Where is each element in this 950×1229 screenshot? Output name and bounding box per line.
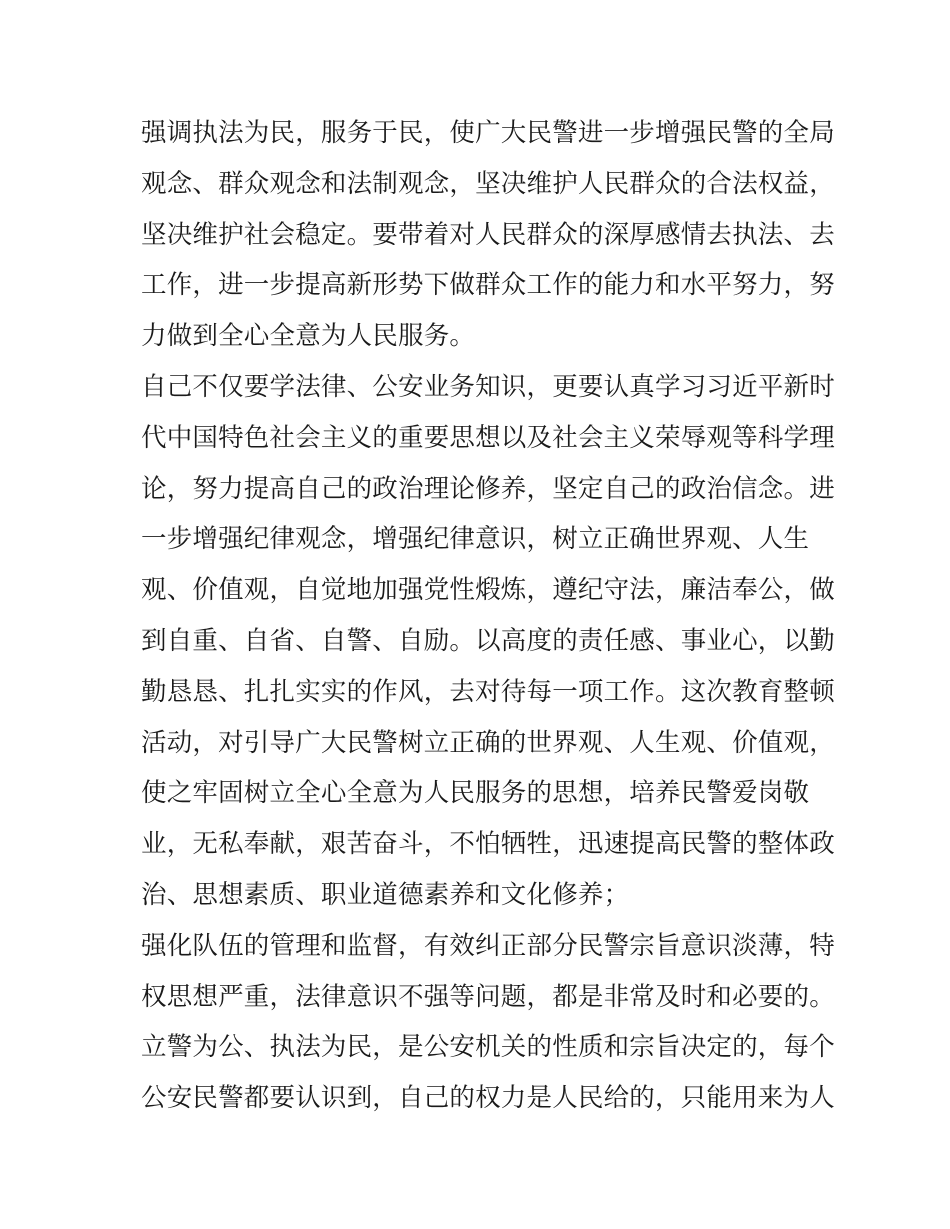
text-line: 一步增强纪律观念，增强纪律意识，树立正确世界观、人生	[141, 524, 810, 555]
text-line: 力做到全心全意为人民服务。	[141, 321, 476, 352]
text-line: 强化队伍的管理和监督，有效纠正部分民警宗旨意识淡薄，特	[141, 930, 835, 961]
text-line: 业，无私奉献，艰苦奋斗，不怕牺牲，迅速提高民警的整体政	[141, 829, 835, 860]
text-line: 活动，对引导广大民警树立正确的世界观、人生观、价值观，	[141, 727, 835, 758]
text-line: 工作，进一步提高新形势下做群众工作的能力和水平努力，努	[141, 270, 835, 301]
text-line: 公安民警都要认识到，自己的权力是人民给的，只能用来为人	[141, 1083, 835, 1114]
text-line: 立警为公、执法为民，是公安机关的性质和宗旨决定的，每个	[141, 1032, 835, 1063]
text-line: 到自重、自省、自警、自励。以高度的责任感、事业心，以勤	[141, 625, 835, 656]
text-line: 治、思想素质、职业道德素养和文化修养；	[141, 879, 630, 910]
text-line: 勤恳恳、扎扎实实的作风，去对待每一项工作。这次教育整顿	[141, 676, 835, 707]
text-line: 强调执法为民，服务于民，使广大民警进一步增强民警的全局	[141, 118, 835, 148]
text-line: 观念、群众观念和法制观念，坚决维护人民群众的合法权益，	[141, 168, 835, 199]
text-line: 坚决维护社会稳定。要带着对人民群众的深厚感情去执法、去	[141, 219, 835, 250]
text-line: 自己不仅要学法律、公安业务知识，更要认真学习习近平新时	[141, 371, 835, 402]
text-line: 权思想严重，法律意识不强等问题，都是非常及时和必要的。	[141, 981, 835, 1012]
text-line: 代中国特色社会主义的重要思想以及社会主义荣辱观等科学理	[141, 422, 835, 453]
body-text	[141, 108, 835, 1124]
text-line: 论，努力提高自己的政治理论修养，坚定自己的政治信念。进	[141, 473, 835, 504]
text-line: 使之牢固树立全心全意为人民服务的思想，培养民警爱岗敬	[141, 778, 810, 809]
text-line: 观、价值观，自觉地加强党性煅炼，遵纪守法，廉洁奉公，做	[141, 575, 835, 606]
